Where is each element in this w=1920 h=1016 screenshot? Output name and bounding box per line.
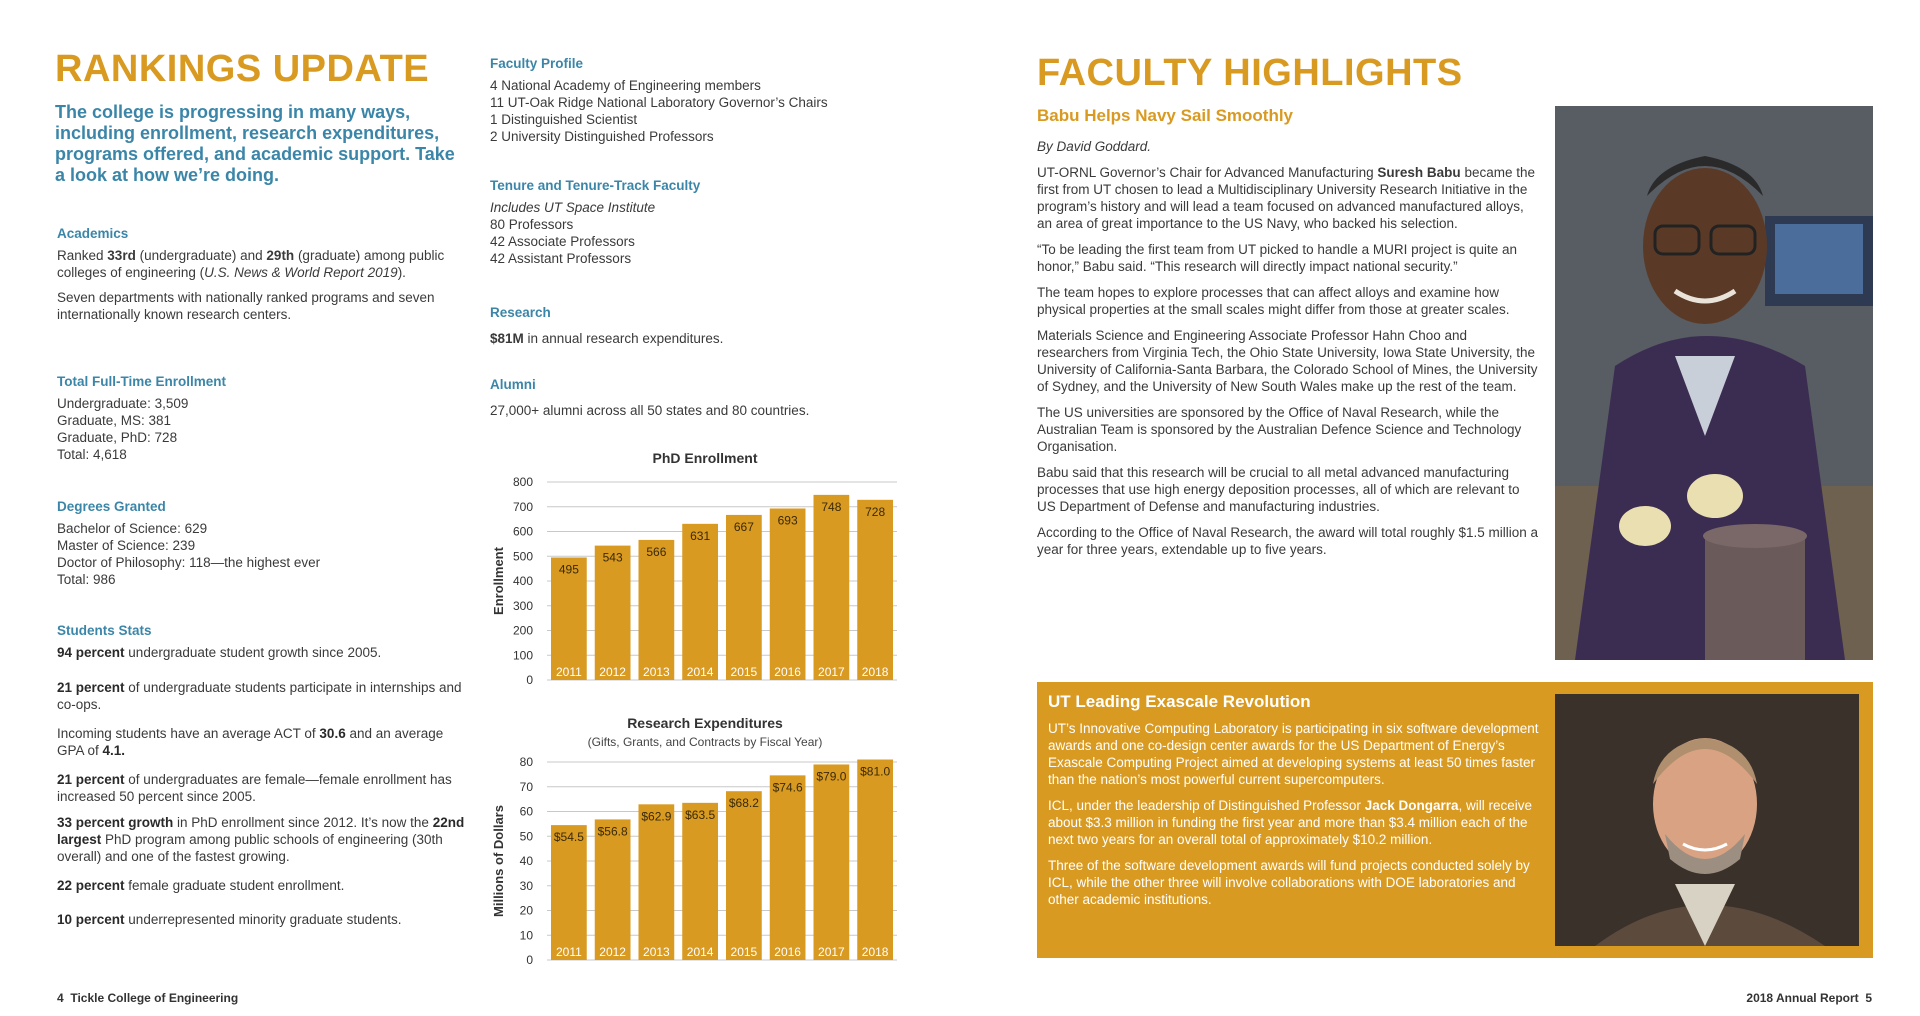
alumni-text: 27,000+ alumni across all 50 states and 80 countries.	[490, 403, 810, 418]
y-tick-label: 0	[526, 953, 533, 967]
research-heading: Research	[490, 305, 551, 320]
babu-photo	[1555, 106, 1873, 660]
y-tick-label: 200	[512, 623, 533, 638]
stat-female-undergrad: 21 percent of undergraduates are female—female enrollment has increased 50 percent since 2005.	[57, 772, 452, 804]
bar	[682, 803, 718, 960]
y-tick-label: 700	[512, 499, 533, 514]
exascale-paragraph: ICL, under the leadership of Distinguished Professor Jack Dongarra, will receive about $3.3 million in funding the first year and more than $3.4 million each of the next two years for an overall total of approximately $10.2 million.	[1048, 798, 1533, 847]
enrollment-section	[57, 374, 457, 463]
degrees-heading: Degrees Granted	[57, 499, 166, 514]
x-tick-label: 2018	[861, 665, 889, 679]
research-chart-title: Research Expenditures	[627, 715, 783, 731]
bar-value-label: $81.0	[860, 764, 891, 779]
bar-value-label: 543	[602, 550, 623, 565]
article-paragraph: Materials Science and Engineering Associate Professor Hahn Choo and researchers from Virginia Tech, the Ohio State University, Iowa State University, the University of California-Santa Barbara, the Colorado School of Mines, the University of Sydney, and the University of New South Wales make up the rest of the team.	[1037, 328, 1538, 394]
bar-value-label: $63.5	[685, 807, 716, 822]
faculty-line: 11 UT-Oak Ridge National Laboratory Governor’s Chairs	[490, 95, 828, 110]
babu-article	[1037, 106, 1542, 567]
bar	[770, 775, 806, 960]
x-tick-label: 2014	[686, 665, 714, 679]
enrollment-line: Total: 4,618	[57, 447, 127, 462]
y-axis-label: Enrollment	[491, 547, 506, 615]
faculty-profile-section	[490, 56, 920, 145]
faculty-highlights-title: FACULTY HIGHLIGHTS	[1037, 52, 1463, 94]
research-text: $81M in annual research expenditures.	[490, 331, 724, 346]
research-chart-subtitle: (Gifts, Grants, and Contracts by Fiscal Year)	[587, 735, 823, 749]
bar-value-label: $79.0	[816, 769, 847, 784]
x-tick-label: 2018	[861, 945, 889, 959]
research-section	[490, 305, 920, 347]
faculty-profile-heading: Faculty Profile	[490, 56, 584, 71]
page-number-left: 4	[57, 991, 64, 1005]
article-paragraph: According to the Office of Naval Research, the award will total roughly $1.5 million a year for three years, extendable up to five years.	[1037, 525, 1539, 557]
y-tick-label: 70	[519, 779, 533, 794]
tenure-section	[490, 178, 920, 267]
y-tick-label: 100	[512, 648, 533, 663]
degrees-section	[57, 499, 457, 588]
exascale-paragraph: Three of the software development awards will fund projects conducted solely by ICL, while the other three will involve collaborations with DOE laboratories and other academic institutions.	[1048, 858, 1530, 907]
x-tick-label: 2012	[599, 945, 626, 959]
page-number-right: 5	[1865, 991, 1872, 1005]
article-paragraph: UT-ORNL Governor’s Chair for Advanced Manufacturing Suresh Babu became the first from UT chosen to lead a Multidisciplinary University Research Initiative in the program’s history and will lead a team focused on advanced manufactured alloys, an area of great importance to the US Navy, who backed his selection.	[1037, 165, 1535, 231]
bar	[814, 764, 850, 960]
dongarra-photo	[1555, 694, 1859, 946]
bar-value-label: 693	[777, 513, 798, 528]
bar-value-label: $68.2	[728, 796, 759, 811]
footer-right	[1746, 991, 1872, 1005]
stat-internships: 21 percent of undergraduate students participate in internships and co-ops.	[57, 680, 462, 712]
x-tick-label: 2017	[818, 945, 845, 959]
y-tick-label: 50	[519, 829, 533, 844]
footer-right-text: 2018 Annual Report	[1746, 991, 1859, 1005]
y-tick-label: 0	[526, 673, 533, 687]
article-paragraph: The team hopes to explore processes that can affect alloys and examine how physical properties at the small scales might differ from those at greater scales.	[1037, 285, 1510, 317]
y-tick-label: 400	[512, 574, 533, 588]
bar	[726, 791, 762, 960]
x-tick-label: 2011	[555, 945, 582, 959]
article-byline: By David Goddard.	[1037, 139, 1152, 154]
y-axis-label: Millions of Dollars	[491, 805, 506, 917]
tenure-note: Includes UT Space Institute	[490, 200, 656, 215]
alumni-section	[490, 377, 920, 419]
article-heading: Babu Helps Navy Sail Smoothly	[1037, 106, 1294, 125]
research-expenditures-chart	[485, 750, 905, 970]
degrees-line: Bachelor of Science: 629	[57, 521, 208, 536]
x-tick-label: 2016	[774, 945, 801, 959]
enrollment-line: Graduate, MS: 381	[57, 413, 172, 428]
y-tick-label: 600	[512, 524, 533, 539]
faculty-line: 2 University Distinguished Professors	[490, 129, 714, 144]
faculty-line: 4 National Academy of Engineering members	[490, 78, 761, 93]
bar	[595, 819, 631, 960]
degrees-line: Master of Science: 239	[57, 538, 196, 553]
bar-value-label: 728	[865, 504, 886, 519]
academics-section	[57, 226, 457, 331]
bar-value-label: 631	[690, 528, 711, 543]
bar-value-label: 667	[733, 519, 754, 534]
stat-growth: 94 percent undergraduate student growth since 2005.	[57, 645, 382, 660]
y-tick-label: 300	[512, 598, 533, 613]
bar	[814, 495, 850, 680]
tenure-line: 42 Assistant Professors	[490, 251, 632, 266]
x-tick-label: 2014	[686, 945, 714, 959]
bar	[726, 515, 762, 680]
bar-value-label: $74.6	[772, 780, 803, 795]
y-tick-label: 60	[519, 804, 533, 819]
phd-chart-title: PhD Enrollment	[652, 450, 758, 466]
degrees-line: Total: 986	[57, 572, 116, 587]
footer-left	[57, 991, 238, 1005]
bar	[639, 804, 675, 960]
article-paragraph: “To be leading the first team from UT picked to handle a MURI project is quite an honor,” Babu said. “This research will directly impact national security.”	[1037, 242, 1517, 274]
x-tick-label: 2015	[730, 665, 758, 679]
y-tick-label: 500	[512, 549, 533, 564]
bar	[857, 760, 893, 960]
tenure-line: 42 Associate Professors	[490, 234, 635, 249]
bar-value-label: 566	[646, 544, 667, 559]
rankings-intro: The college is progressing in many ways, including enrollment, research expenditures, programs offered, and academic support. Take a look at how we’re doing.	[55, 102, 455, 185]
bar	[770, 508, 806, 680]
y-tick-label: 40	[519, 854, 533, 868]
y-tick-label: 30	[519, 878, 533, 893]
stats-section	[57, 623, 467, 936]
stat-act-gpa: Incoming students have an average ACT of 30.6 and an average GPA of 4.1.	[57, 726, 444, 758]
bar	[551, 825, 587, 960]
bar	[682, 524, 718, 680]
bar-value-label: 748	[821, 499, 842, 514]
x-tick-label: 2017	[818, 665, 845, 679]
exascale-heading: UT Leading Exascale Revolution	[1048, 692, 1311, 711]
tenure-heading: Tenure and Tenure-Track Faculty	[490, 178, 701, 193]
bar	[639, 540, 675, 680]
article-paragraph: The US universities are sponsored by the Office of Naval Research, while the Australian Team is sponsored by the Australian Defence Science and Technology Organisation.	[1037, 405, 1522, 454]
y-tick-label: 80	[519, 755, 533, 769]
enrollment-line: Graduate, PhD: 728	[57, 430, 178, 445]
x-tick-label: 2013	[643, 945, 670, 959]
alumni-heading: Alumni	[490, 377, 536, 392]
footer-left-text: Tickle College of Engineering	[70, 991, 239, 1005]
enrollment-heading: Total Full-Time Enrollment	[57, 374, 227, 389]
phd-enrollment-chart	[485, 470, 905, 690]
bar-value-label: 495	[558, 562, 579, 577]
rankings-title: RANKINGS UPDATE	[55, 48, 430, 90]
enrollment-line: Undergraduate: 3,509	[57, 396, 189, 411]
tenure-line: 80 Professors	[490, 217, 574, 232]
bar-value-label: $62.9	[641, 809, 672, 824]
x-tick-label: 2011	[555, 665, 582, 679]
y-tick-label: 10	[519, 928, 533, 943]
faculty-line: 1 Distinguished Scientist	[490, 112, 638, 127]
article-paragraph: Babu said that this research will be crucial to all metal advanced manufacturing processes that use high energy deposition processes, all of which are relevant to US Department of Defense and manufacturing industries.	[1037, 465, 1520, 514]
academics-ranking: Ranked 33rd (undergraduate) and 29th (graduate) among public colleges of engineering (U.S. News & World Report 2019).	[57, 248, 445, 280]
x-tick-label: 2015	[730, 945, 758, 959]
bar	[857, 500, 893, 680]
stat-minority-grad: 10 percent underrepresented minority graduate students.	[57, 912, 402, 927]
x-tick-label: 2012	[599, 665, 626, 679]
academics-departments: Seven departments with nationally ranked programs and seven internationally known research centers.	[57, 290, 435, 322]
academics-heading: Academics	[57, 226, 129, 241]
degrees-line: Doctor of Philosophy: 118—the highest ever	[57, 555, 321, 570]
stat-phd-growth: 33 percent growth in PhD enrollment since 2012. It’s now the 22nd largest PhD program among public schools of engineering (30th overall) and one of the fastest growing.	[57, 815, 465, 864]
bar-value-label: $56.8	[597, 824, 628, 839]
stat-female-grad: 22 percent female graduate student enrollment.	[57, 878, 345, 893]
y-tick-label: 800	[512, 475, 533, 489]
exascale-paragraph: UT’s Innovative Computing Laboratory is participating in six software development awards and one co-design center awards for the US Department of Energy’s Exascale Computing Project aimed at developing systems at least 50 times faster than the nation’s most powerful current supercomputers.	[1048, 721, 1539, 787]
x-tick-label: 2013	[643, 665, 670, 679]
exascale-content	[1048, 692, 1548, 917]
x-tick-label: 2016	[774, 665, 801, 679]
bar	[595, 546, 631, 680]
bar-value-label: $54.5	[553, 830, 584, 845]
stats-heading: Students Stats	[57, 623, 152, 638]
y-tick-label: 20	[519, 903, 533, 918]
